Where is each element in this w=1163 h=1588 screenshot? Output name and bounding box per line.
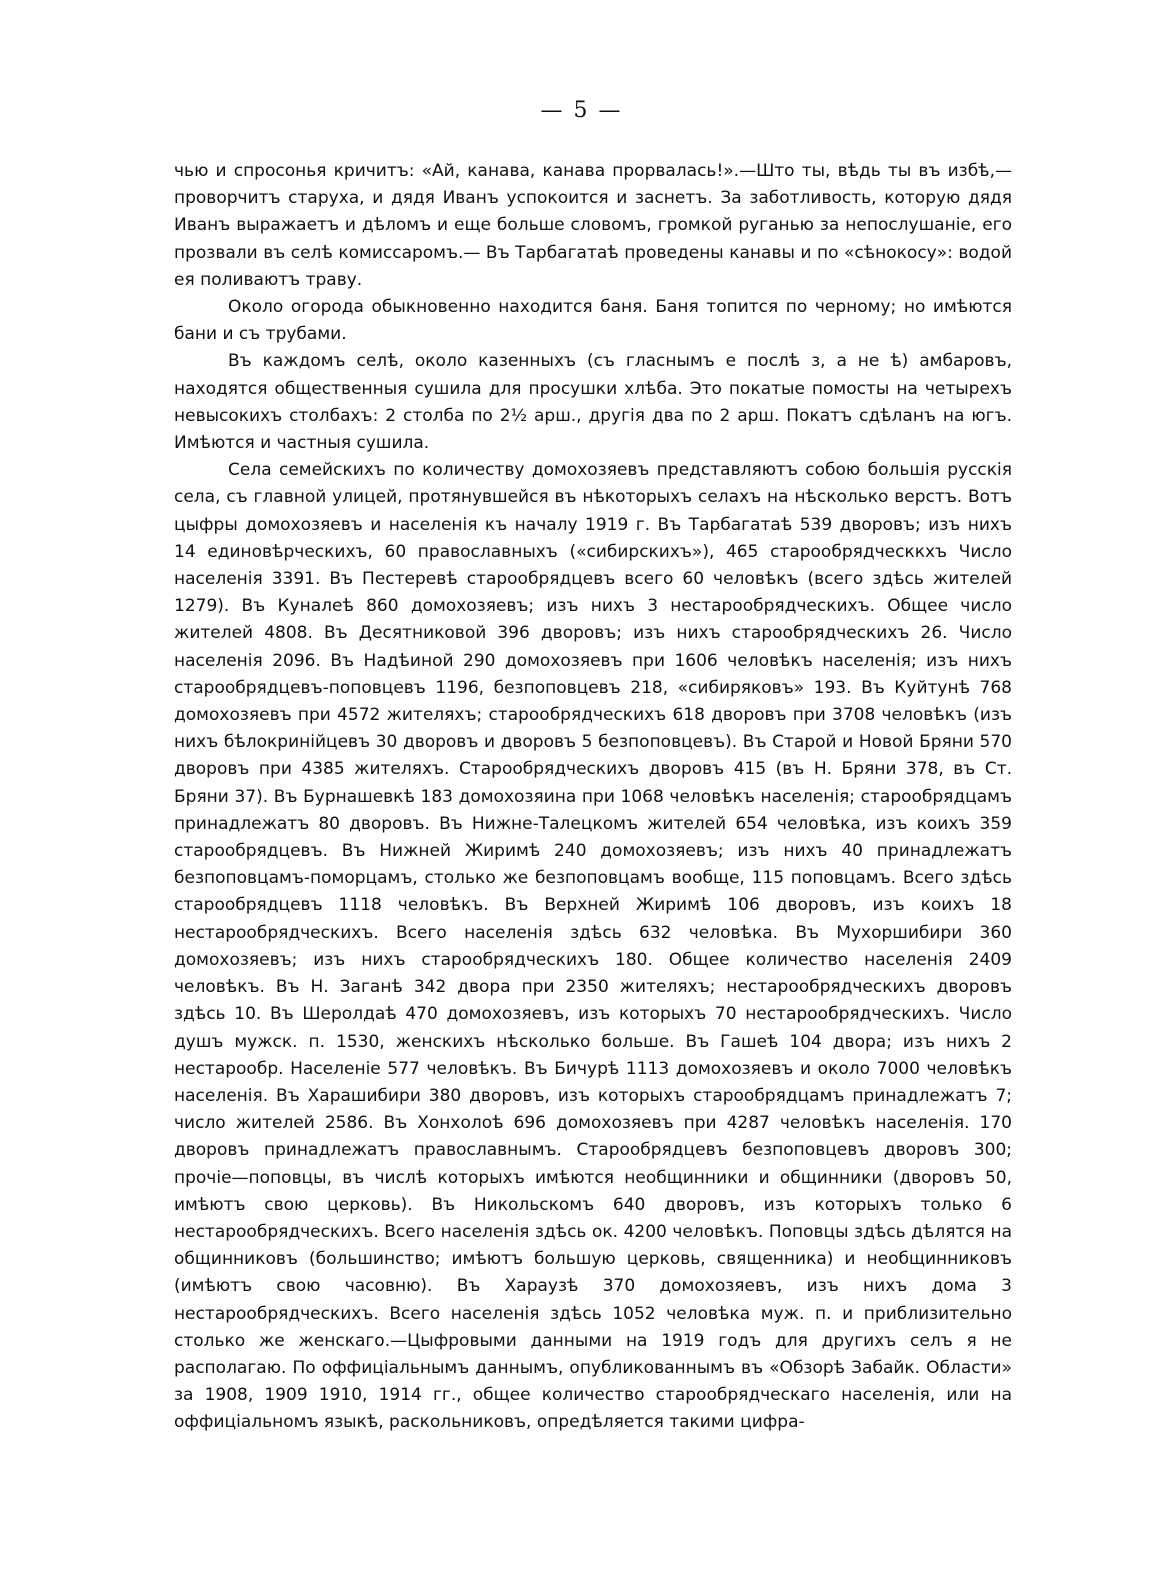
body-text xyxy=(174,158,1012,1437)
paragraph-village-statistics: Села семейскихъ по количеству домохозяевъ представляютъ собою большія русскія села, съ главной улицей, протянувшейся въ нѣкоторыхъ селахъ на нѣсколько верстъ. Вотъ цыфры домохозяевъ и населенія къ началу 1919 г. Въ Тарбагатаѣ 539 дворовъ; изъ нихъ 14 единовѣрческихъ, 60 православныхъ («сибирскихъ»), 465 старообрядческкхъ Число населенія 3391. Въ Пестеревѣ старообрядцевъ всего 60 человѣкъ (всего здѣсь жителей 1279). Въ Куналеѣ 860 домохозяевъ; изъ нихъ 3 нестарообрядческихъ. Общее число жителей 4808. Въ Десятниковой 396 дворовъ; изъ нихъ старообрядческихъ 26. Число населенія 2096. Въ Надѣиной 290 домохозяевъ при 1606 человѣкъ населенія; изъ нихъ старообрядцевъ-поповцевъ 1196, безпоповцевъ 218, «сибиряковъ» 193. Въ Куйтунѣ 768 домохозяевъ при 4572 жителяхъ; старообрядческихъ 618 дворовъ при 3708 человѣкъ (изъ нихъ бѣлокринійцевъ 30 дворовъ и дворовъ 5 безпоповцевъ). Въ Старой и Новой Бряни 570 дворовъ при 4385 жителяхъ. Старообрядческихъ дворовъ 415 (въ Н. Бряни 378, въ Ст. Бряни 37). Въ Бурнашевкѣ 183 домохозяина при 1068 человѣкъ населенія; старообрядцамъ принадлежатъ 80 дворовъ. Въ Нижне-Талецкомъ жителей 654 человѣка, изъ коихъ 359 старообрядцевъ. Въ Нижней Жиримѣ 240 домохозяевъ; изъ нихъ 40 принадлежатъ безпоповцамъ-поморцамъ, столько же безпоповцамъ вообще, 115 поповцамъ. Всего здѣсь старообрядцевъ 1118 человѣкъ. Въ Верхней Жиримѣ 106 дворовъ, изъ коихъ 18 нестарообрядческихъ. Всего населенія здѣсь 632 человѣка. Въ Мухоршибири 360 домохозяевъ; изъ нихъ старообрядческихъ 180. Общее количество населенія 2409 человѣкъ. Въ Н. Заганѣ 342 двора при 2350 жителяхъ; нестарообрядческихъ дворовъ здѣсь 10. Въ Шеролдаѣ 470 домохозяевъ, изъ которыхъ 70 нестарообрядческихъ. Число душъ мужск. п. 1530, женскихъ нѣсколько больше. Въ Гашеѣ 104 двора; изъ нихъ 2 нестарообр. Населеніе 577 человѣкъ. Въ Бичурѣ 1113 домохозяевъ и около 7000 человѣкъ населенія. Въ Харашибири 380 дворовъ, изъ которыхъ старообрядцамъ принадлежатъ 7; число жителей 2586. Въ Хонхолоѣ 696 домохозяевъ при 4287 человѣкъ населенія. 170 дворовъ принадлежатъ православнымъ. Старообрядцевъ безпоповцевъ дворовъ 300; прочіе—поповцы, въ числѣ которыхъ имѣются необщинники и общинники (дворовъ 50, имѣютъ свою церковь). Въ Никольскомъ 640 дворовъ, изъ которыхъ только 6 нестарообрядческихъ. Всего населенія здѣсь ок. 4200 человѣкъ. Поповцы здѣсь дѣлятся на общинниковъ (большинство; имѣютъ большую церковь, священника) и необщинниковъ (имѣютъ свою часовню). Въ Хараузѣ 370 домохозяевъ, изъ нихъ дома 3 нестарообрядческихъ. Всего населенія здѣсь 1052 человѣка муж. п. и приблизительно столько же женскаго.—Цыфровыми данными на 1919 годъ для другихъ селъ я не располагаю. По оффиціальнымъ даннымъ, опубликованнымъ въ «Обзорѣ Забайк. Области» за 1908, 1909 1910, 1914 гг., общее количество старообрядческаго населенія, или на оффиціальномъ языкѣ, раскольниковъ, опредѣляется такими цифра- xyxy=(174,460,1012,1433)
page-number: — 5 — xyxy=(540,98,623,123)
paragraph-drying-racks: Въ каждомъ селѣ, около казенныхъ (съ гласнымъ е послѣ з, а не ѣ) амбаровъ, находятся общественныя сушила для просушки хлѣба. Это покатые помосты на четырехъ невысокихъ столбахъ: 2 столба по 2½ арш., другія два по 2 арш. Покатъ сдѣланъ на югъ. Имѣются и частныя сушила. xyxy=(174,351,1012,454)
paragraph-canal: чью и спросонья кричитъ: «Ай, канава, канава прорвалась!».—Што ты, вѣдь ты въ избѣ,—проворчитъ старуха, и дядя Иванъ успокоится и заснетъ. За заботливость, которую дядя Иванъ выражаетъ и дѣломъ и еще больше словомъ, громкой руганью за непослушаніе, его прозвали въ селѣ комиссаромъ.— Въ Тарбагатаѣ проведены канавы и по «сѣнокосу»: водой ея поливаютъ траву. xyxy=(174,161,1012,290)
paragraph-bathhouse: Около огорода обыкновенно находится баня. Баня топится по черному; но имѣются бани и съ трубами. xyxy=(174,297,1012,345)
